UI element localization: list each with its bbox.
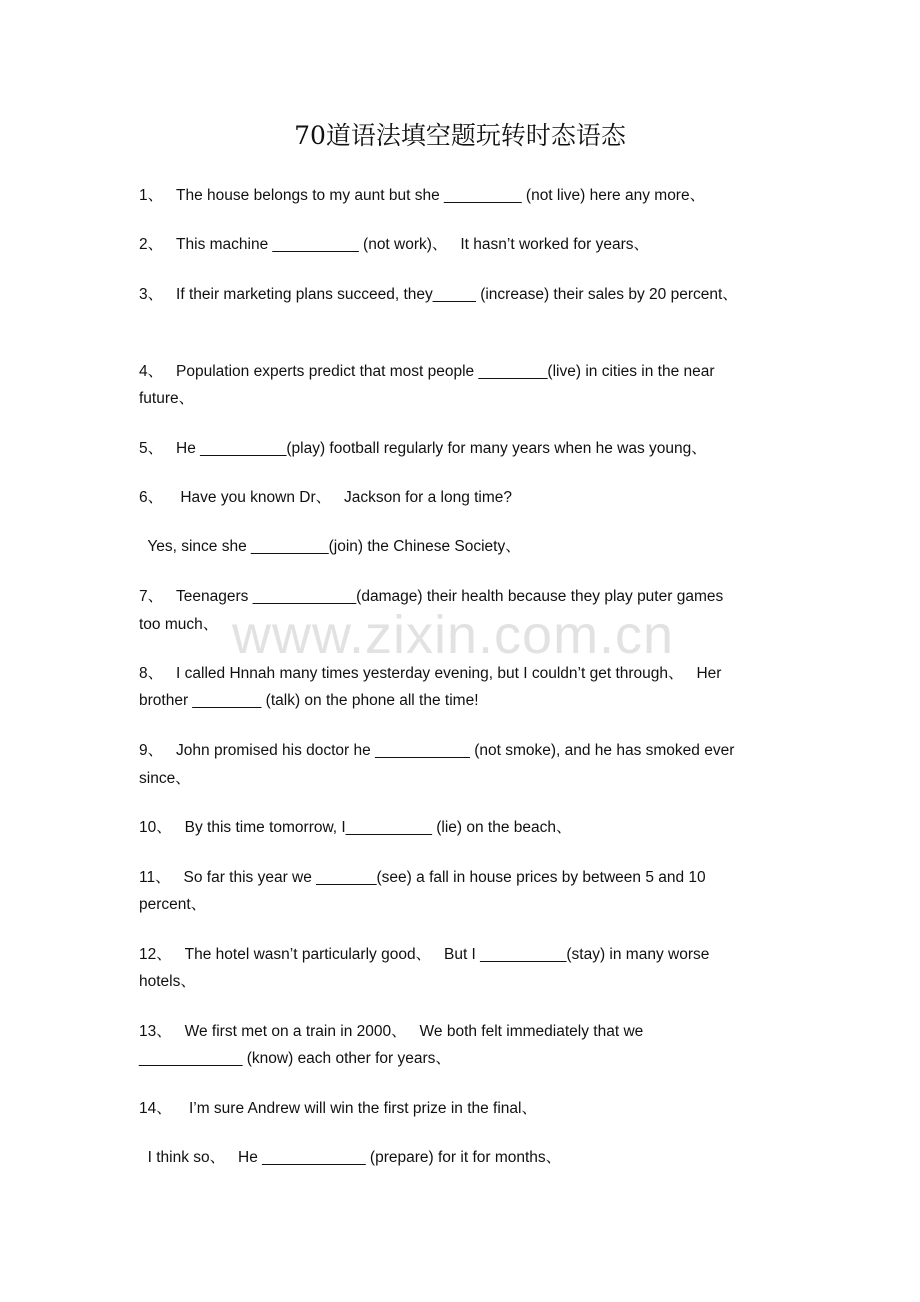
exercise-line: 1、 The house belongs to my aunt but she _________ (not live) here any more、	[139, 187, 706, 204]
page-title: 70道语法填空题玩转时态语态	[294, 121, 626, 150]
exercise-line: ____________ (know) each other for years、	[139, 1050, 451, 1067]
exercise-line: 12、 The hotel wasn’t particularly good、 But I __________(stay) in many worse	[139, 946, 710, 963]
exercise-line: 13、 We first met on a train in 2000、 We both felt immediately that we	[139, 1023, 644, 1040]
exercise-line: 14、 I’m sure Andrew will win the first prize in the final、	[139, 1100, 537, 1117]
exercise-line: since、	[139, 770, 191, 787]
exercise-line: percent、	[139, 896, 207, 913]
exercise-line: 11、 So far this year we _______(see) a fall in house prices by between 5 and 10	[139, 869, 706, 886]
exercise-line: 8、 I called Hnnah many times yesterday evening, but I couldn’t get through、 Her	[139, 665, 722, 682]
exercise-line: 10、 By this time tomorrow, I__________ (lie) on the beach、	[139, 819, 572, 836]
exercise-line: hotels、	[139, 973, 196, 990]
exercise-line: future、	[139, 390, 195, 407]
exercise-line: 2、 This machine __________ (not work)、 It hasn’t worked for years、	[139, 236, 650, 253]
exercise-line: too much、	[139, 616, 219, 633]
exercise-line: 3、 If their marketing plans succeed, they_____ (increase) their sales by 20 percent、	[139, 286, 738, 303]
exercise-line: brother ________ (talk) on the phone all the time!	[139, 692, 479, 709]
exercise-line: 7、 Teenagers ____________(damage) their health because they play puter games	[139, 588, 724, 605]
watermark: www.zixin.com.cn	[232, 605, 675, 665]
exercise-line: 6、 Have you known Dr、 Jackson for a long time?	[139, 489, 513, 506]
exercise-line: Yes, since she _________(join) the Chinese Society、	[139, 538, 521, 555]
exercise-line: I think so、 He ____________ (prepare) for it for months、	[139, 1149, 562, 1166]
exercise-line: 5、 He __________(play) football regularly for many years when he was young、	[139, 440, 707, 457]
exercise-line: 9、 John promised his doctor he ___________ (not smoke), and he has smoked ever	[139, 742, 735, 759]
exercise-line: 4、 Population experts predict that most people ________(live) in cities in the near	[139, 363, 715, 380]
